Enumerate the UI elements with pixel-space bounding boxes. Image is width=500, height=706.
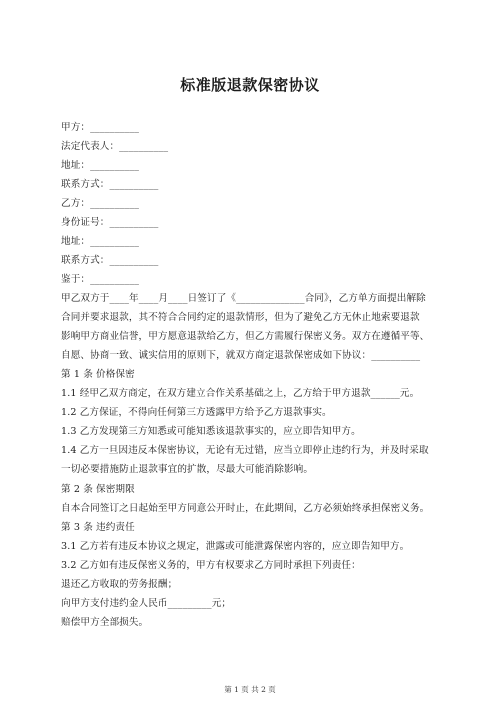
liability-item-1: 退还乙方收取的劳务报酬；: [61, 579, 178, 590]
preamble-line-2: 合同并要求退款，其不符合合同约定的退款情形，但为了避免乙方无休止地索要退款: [61, 312, 420, 323]
liability-item-2: 向甲方支付违约金人民币_________元；: [61, 598, 232, 609]
clause-3-1: 3.1 乙方若有违反本协议之规定，泄露或可能泄露保密内容的，应立即告知甲方。: [61, 541, 410, 552]
clause-1-3: 1.3 乙方发现第三方知悉或可能知悉该退款事实的，应立即告知甲方。: [61, 426, 361, 437]
page-number: 第 1 页 共 2 页: [224, 685, 276, 694]
clause-1-1: 1.1 经甲乙双方商定，在双方建立合作关系基础之上，乙方给于甲方退款______元。: [61, 388, 420, 399]
article-3-heading: 第 3 条 违约责任: [61, 522, 135, 533]
party-b-contact-line: 联系方式：__________: [61, 255, 159, 266]
clause-1-4-line-1: 1.4 乙方一旦因违反本保密协议，无论有无过错，应当立即停止违约行为，并及时采取: [61, 445, 429, 456]
preamble-line-4: 自愿、协商一致、诚实信用的原则下，就双方商定退款保密成如下协议：__________: [61, 350, 421, 361]
party-a-line: 甲方：__________: [61, 122, 140, 133]
party-a-contact-line: 联系方式：__________: [61, 179, 159, 190]
liability-item-3: 赔偿甲方全部损失。: [61, 617, 149, 628]
id-number-line: 身份证号：__________: [61, 217, 159, 228]
clause-3-2: 3.2 乙方如有违反保密义务的，甲方有权要求乙方同时承担下列责任：: [61, 560, 361, 571]
party-b-line: 乙方：__________: [61, 198, 140, 209]
clause-1-4-line-2: 一切必要措施防止退款事宜的扩散，尽最大可能消除影响。: [61, 464, 314, 475]
document-title: 标准版退款保密协议: [180, 76, 320, 94]
article-2-body: 自本合同签订之日起始至甲方同意公开时止，在此期间，乙方必须始终承担保密义务。: [61, 503, 430, 514]
party-b-address-line: 地址：__________: [61, 236, 140, 247]
article-2-heading: 第 2 条 保密期限: [61, 484, 135, 495]
preamble-line-1: 甲乙双方于____年____月____日签订了《______________合同》，乙方单方面提出解除: [61, 293, 426, 304]
whereas-line: 鉴于：__________: [61, 274, 140, 285]
legal-rep-line: 法定代表人：__________: [61, 141, 169, 152]
clause-1-2: 1.2 乙方保证，不得向任何第三方透露甲方给予乙方退款事实。: [61, 407, 332, 418]
preamble-line-3: 影响甲方商业信誉，甲方愿意退款给乙方，但乙方需履行保密义务。双方在遵循平等、: [61, 331, 430, 342]
article-1-heading: 第 1 条 价格保密: [61, 369, 135, 380]
party-a-address-line: 地址：__________: [61, 160, 140, 171]
